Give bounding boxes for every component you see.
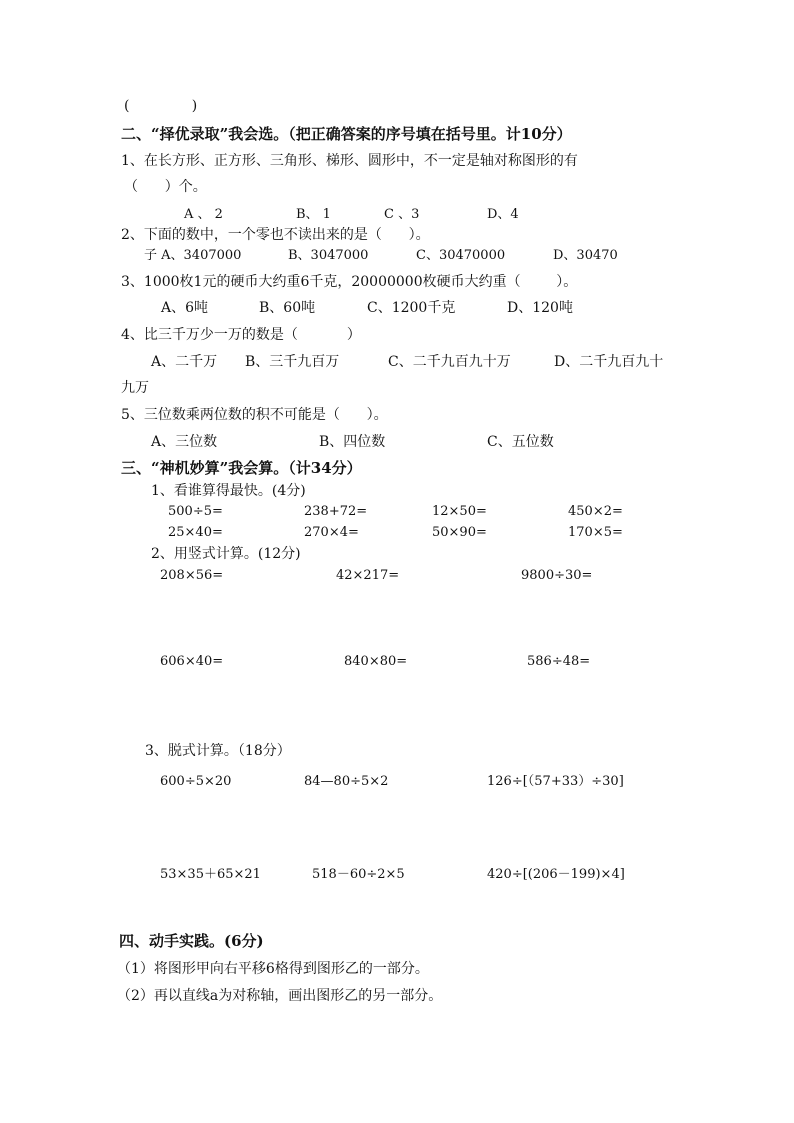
p3-r2-c2: 518－60÷2×5 <box>312 867 405 882</box>
p1-r2-c1: 25×40= <box>168 525 223 540</box>
p3-r1-c3: 126÷[（57+33）÷30] <box>487 774 624 789</box>
p2-r2-c3: 586÷48= <box>527 654 591 669</box>
q4-option-d: D、二千九百九十 <box>554 354 664 370</box>
q5-text: 5、三位数乘两位数的积不可能是（ ）。 <box>121 407 388 423</box>
q1-option-b: B、 1 <box>296 207 331 222</box>
answer-paren: ( ) <box>124 98 198 114</box>
p2-r2-c1: 606×40= <box>160 654 224 669</box>
q3-text: 3、1000枚1元的硬币大约重6千克，20000000枚硬币大约重（ ）。 <box>121 274 578 290</box>
p1-r2-c3: 50×90= <box>432 525 487 540</box>
q4-continuation: 九万 <box>121 380 149 396</box>
p1-r1-c4: 450×2= <box>568 504 623 519</box>
q2-text: 2、下面的数中，一个零也不读出来的是（ ）。 <box>121 227 430 243</box>
q3-option-b: B、60吨 <box>259 300 316 316</box>
q4-option-b: B、三千九百万 <box>245 354 340 370</box>
q1-continuation: （ ）个。 <box>124 179 207 195</box>
p2-title: 2、用竖式计算。(12分) <box>151 546 301 562</box>
section2-heading: 二、“择优录取”我会选。（把正确答案的序号填在括号里。计10分） <box>121 125 572 143</box>
s4-item-2: （2）再以直线a为对称轴，画出图形乙的另一部分。 <box>117 988 443 1004</box>
q2-option-c: C、30470000 <box>416 248 506 263</box>
p3-title: 3、脱式计算。（18分） <box>145 743 291 759</box>
q4-option-a: A、二千万 <box>151 354 218 370</box>
p3-r1-c1: 600÷5×20 <box>160 774 232 789</box>
q2-option-d: D、30470 <box>553 248 618 263</box>
q2-option-b: B、3047000 <box>288 248 369 263</box>
q5-option-a: A、三位数 <box>151 434 218 450</box>
q5-option-b: B、四位数 <box>319 434 386 450</box>
section3-heading: 三、“神机妙算”我会算。（计34分） <box>121 459 362 477</box>
p1-r2-c4: 170×5= <box>568 525 623 540</box>
s4-item-1: （1）将图形甲向右平移6格得到图形乙的一部分。 <box>117 961 429 977</box>
p2-r1-c3: 9800÷30= <box>521 568 593 583</box>
q3-option-d: D、120吨 <box>507 300 573 316</box>
q4-text: 4、比三千万少一万的数是（ ） <box>121 327 361 343</box>
q1-option-d: D、4 <box>487 207 519 222</box>
p1-r1-c2: 238+72= <box>304 504 368 519</box>
q1-option-c: C 、3 <box>384 207 420 222</box>
q1-text: 1、在长方形、正方形、三角形、梯形、圆形中，不一定是轴对称图形的有 <box>121 153 578 169</box>
p1-r2-c2: 270×4= <box>304 525 359 540</box>
q4-option-c: C、二千九百九十万 <box>388 354 511 370</box>
p1-r1-c3: 12×50= <box>432 504 487 519</box>
p3-r2-c1: 53×35＋65×21 <box>160 867 261 882</box>
q3-option-a: A、6吨 <box>161 300 209 316</box>
section4-heading: 四、动手实践。(6分) <box>119 932 264 950</box>
p2-r1-c2: 42×217= <box>336 568 400 583</box>
q1-option-a: A 、 2 <box>184 207 223 222</box>
p2-r1-c1: 208×56= <box>160 568 224 583</box>
p2-r2-c2: 840×80= <box>344 654 408 669</box>
p1-title: 1、看谁算得最快。(4分) <box>151 483 306 499</box>
q5-option-c: C、五位数 <box>487 434 554 450</box>
p3-r2-c3: 420÷[(206－199)×4] <box>487 867 625 882</box>
q2-option-a: 子 A、3407000 <box>144 248 242 263</box>
p3-r1-c2: 84—80÷5×2 <box>304 774 389 789</box>
p1-r1-c1: 500÷5= <box>168 504 223 519</box>
q3-option-c: C、1200千克 <box>367 300 456 316</box>
